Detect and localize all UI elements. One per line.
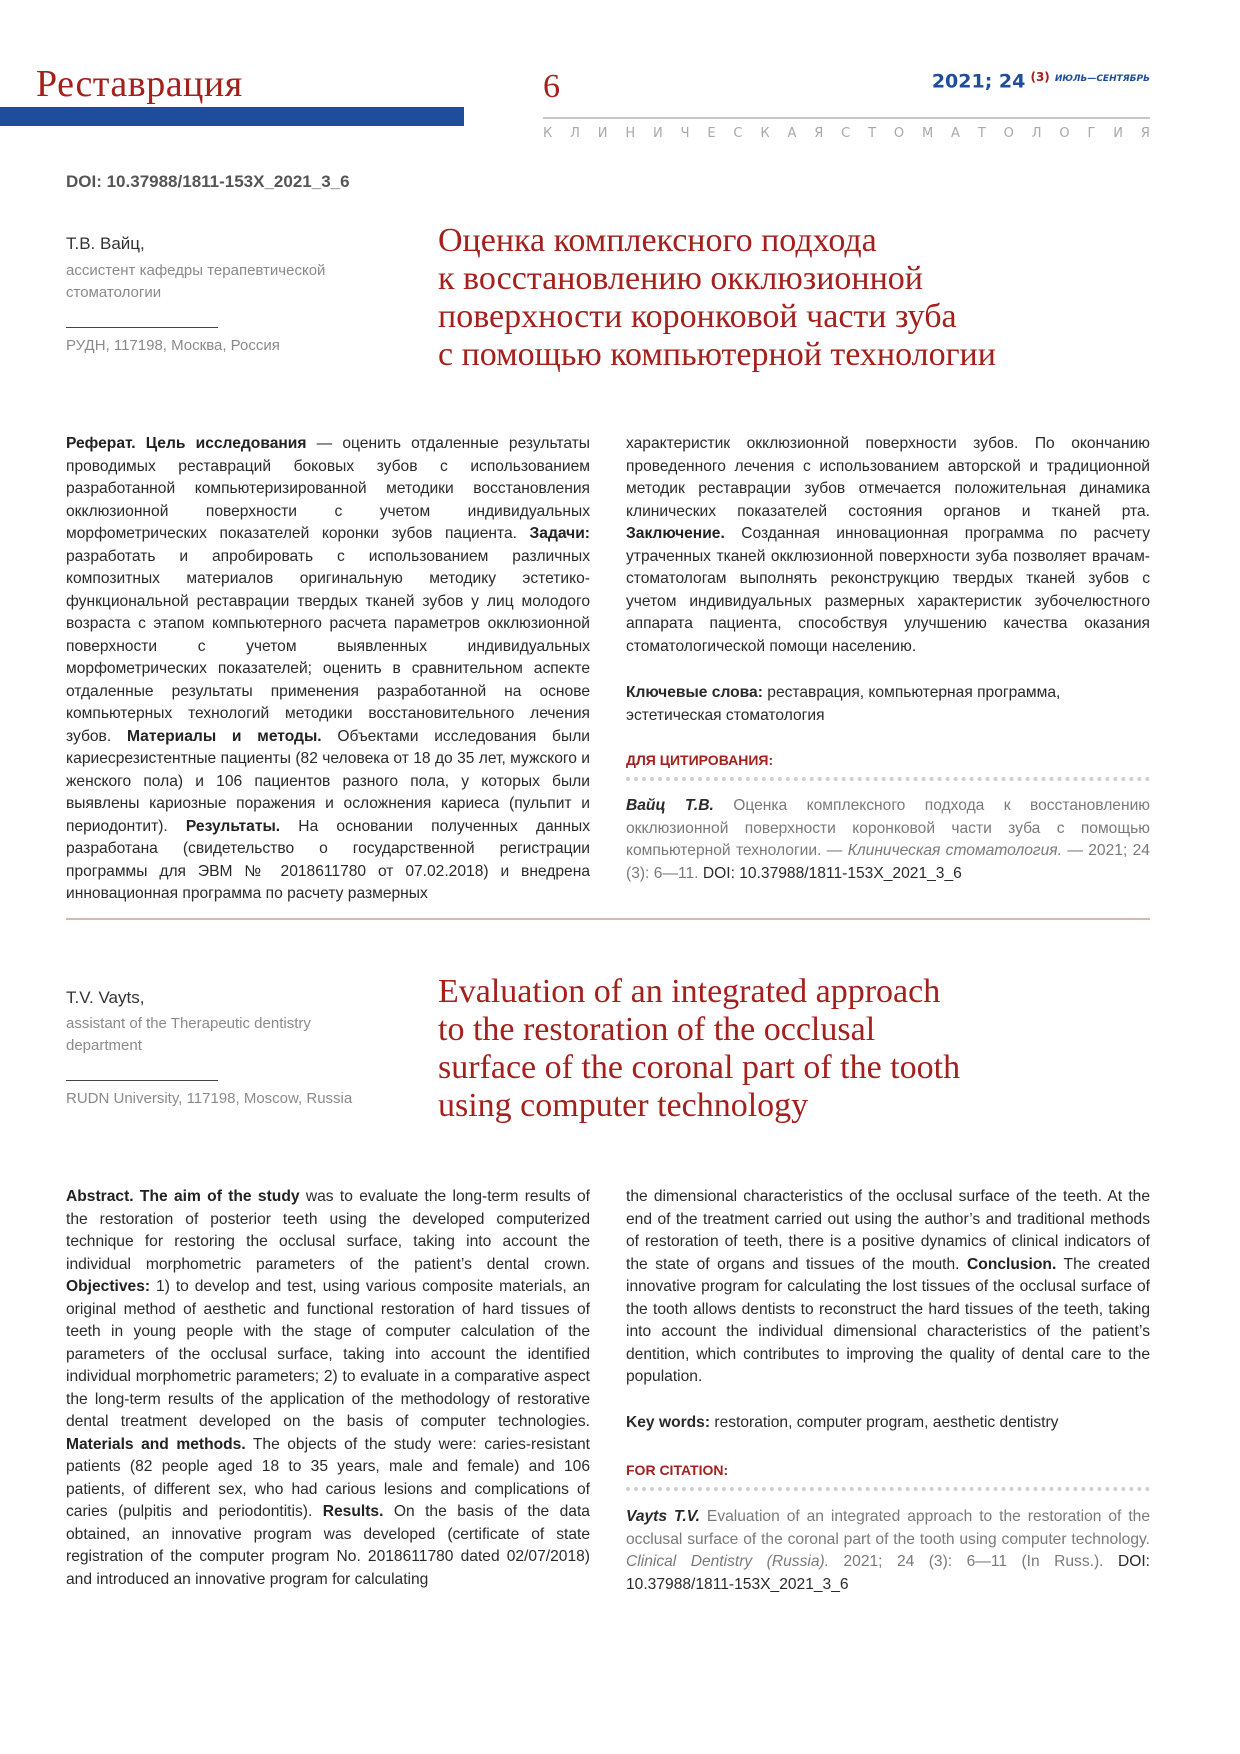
article-title-ru bbox=[438, 222, 996, 374]
text-run: was to evaluate the long-term results of the restoration of posterior teeth using the developed computerized technique for restoring the occlusal surface, taking into account the individual morphometric parameters of the patient’s dental crown. bbox=[66, 1188, 590, 1273]
text-run: The created innovative program for calculating the lost tissues of the occlusal surface of the tooth allows dentists to reconstruct the hard tissues of the teeth, taking into account the individual dimensional characteristics of the patient’s dentition, which contributes to improving the quality of dental care to the population. bbox=[626, 1255, 1150, 1385]
affiliation-ru: РУДН, 117198, Москва, Россия bbox=[66, 337, 280, 354]
title-line: surface of the coronal part of the tooth bbox=[438, 1049, 961, 1086]
text-run: The objects of the study were: caries-resistant patients (82 people aged 18 to 35 years, male and female) and 106 patients, of different sex, who had carious lesions and complications of caries (pulpitis and periodontitis). bbox=[66, 1435, 590, 1520]
bold-run: Abstract. The aim of the study bbox=[66, 1188, 300, 1205]
abstract-en-right bbox=[626, 1186, 1150, 1389]
section-title: Реставрация bbox=[36, 63, 243, 105]
keywords-text-en: restoration, computer program, aesthetic dentistry bbox=[710, 1414, 1059, 1431]
abstract-ru-left bbox=[66, 433, 590, 906]
journal-title-run: Клиническая стоматология. bbox=[847, 842, 1062, 859]
journal-letter: И bbox=[1113, 126, 1123, 141]
journal-letter: О bbox=[1059, 126, 1070, 141]
text-run: Оценка комплексного подхода к восстановлению окклюзионной поверхности коронковой части зуба с помощью компьютерной технологии. — bbox=[626, 797, 1150, 859]
text-run: характеристик окклюзионной поверхности зубов. По окончанию проведенного лечения с использованием авторской и традиционной методик реставрации зубов отмечается положительная динамика клинических показателей состояния органов и тканей рта. bbox=[626, 435, 1150, 520]
journal-letter: Ч bbox=[680, 126, 690, 141]
keywords-text-ru: реставрация, компьютерная программа, эстетическая стоматология bbox=[626, 684, 1061, 724]
citation-heading-en: FOR CITATION: bbox=[626, 1462, 729, 1478]
journal-letter: Я bbox=[814, 126, 824, 141]
journal-title-run: Clinical Dentistry (Russia). bbox=[626, 1553, 830, 1570]
issue-year: 2021; 24 bbox=[931, 70, 1026, 93]
keywords-label-en: Key words: bbox=[626, 1414, 711, 1431]
text-run: — 2021; 24 (3): 6—11. bbox=[626, 842, 1150, 882]
doi: DOI: 10.37988/1811-153X_2021_3_6 bbox=[66, 172, 350, 191]
bold-run: Results. bbox=[322, 1503, 384, 1520]
bold-run: Результаты. bbox=[185, 817, 281, 835]
keywords-label-ru: Ключевые слова: bbox=[626, 684, 763, 701]
text-run: 2021; 24 (3): 6—11 (In Russ.). bbox=[829, 1553, 1118, 1570]
bold-run: Заключение. bbox=[626, 525, 725, 542]
bold-run: Materials and methods. bbox=[66, 1435, 246, 1453]
title-line: с помощью компьютерной технологии bbox=[438, 336, 996, 373]
bold-run: Conclusion. bbox=[967, 1255, 1057, 1273]
journal-letter: А bbox=[787, 126, 797, 141]
author-position-en: assistant of the Therapeutic dentistry department bbox=[66, 1015, 311, 1054]
author-name-ru: Т.В. Вайц, bbox=[66, 234, 145, 253]
text-run: On the basis of the data obtained, an innovative program was developed (certificate of state registration of the computer program No. 2018611780 dated 02/07/2018) and introduced an innovative program for calculating bbox=[66, 1503, 590, 1588]
citation-doi: DOI: 10.37988/1811-153X_2021_3_6 bbox=[626, 1553, 1150, 1593]
issue-number: (3) bbox=[1030, 70, 1050, 84]
dotted-rule-en bbox=[626, 1487, 1150, 1491]
journal-letter: Т bbox=[868, 126, 877, 141]
dotted-rule-ru bbox=[626, 777, 1150, 781]
journal-letter: К bbox=[760, 126, 770, 141]
text-run: На основании полученных данных разработана (свидетельство о государственной регистрации программы для ЭВМ № 2018611780 от 07.02.2018) и внедрена инновационная программа по расчету размерных bbox=[66, 817, 590, 902]
page-number: 6 bbox=[543, 68, 560, 105]
journal-letter: И bbox=[597, 126, 608, 141]
citation-author: Vayts T.V. bbox=[626, 1508, 700, 1525]
author-rule-en bbox=[66, 1080, 218, 1081]
language-divider bbox=[66, 918, 1150, 920]
journal-name bbox=[543, 126, 1150, 141]
author-name-en: T.V. Vayts, bbox=[66, 988, 145, 1007]
text-run: разработать и апробировать с использованием различных композитных материалов оригинальную методику эстетико-функциональной реставрации твердых тканей зубов у лиц молодого возраста с этапом компьютерного расчета параметров окклюзионной поверхности с учетом выявленных индивидуальных морфометрических показателей; оценить в сравнительном аспекте отдаленные результаты применения разработанной на основе компьютерных технологий методики восстановительного лечения зубов. bbox=[66, 547, 590, 745]
bold-run: Материалы и методы. bbox=[126, 727, 322, 745]
citation-en bbox=[626, 1506, 1150, 1596]
affiliation-en: RUDN University, 117198, Moscow, Russia bbox=[66, 1090, 353, 1107]
text-run: — оценить отдаленные результаты проводимых реставраций боковых зубов с использованием разработанной компьютеризированной методики восстановления окклюзионной поверхности с учетом индивидуальных морфометрических показателей коронки зубов пациента. bbox=[66, 435, 591, 542]
article-title-en bbox=[438, 973, 960, 1125]
journal-letter: Л bbox=[1031, 126, 1042, 141]
citation-heading-ru: ДЛЯ ЦИТИРОВАНИЯ: bbox=[626, 752, 774, 768]
journal-letter: Г bbox=[1087, 126, 1096, 141]
title-line: Оценка комплексного подхода bbox=[438, 222, 877, 259]
journal-letter: М bbox=[921, 126, 934, 141]
journal-letter: С bbox=[733, 126, 743, 141]
text-run: Объектами исследования были кариесрезистентные пациенты (82 человека от 18 до 35 лет, мужского и женского пола) и 106 пациентов разного пола, у которых были выявлены кариозные поражения и осложнения кариеса (пульпит и периодонтит). bbox=[66, 727, 591, 835]
keywords-en bbox=[626, 1412, 1150, 1435]
journal-letter: О bbox=[1003, 126, 1014, 141]
title-line: Evaluation of an integrated approach bbox=[438, 973, 941, 1010]
abstract-en-left bbox=[66, 1186, 590, 1591]
issue-info bbox=[932, 70, 1150, 92]
citation-author: Вайц Т.В. bbox=[626, 797, 714, 814]
title-line: using computer technology bbox=[438, 1087, 809, 1124]
bold-run: Objectives: bbox=[66, 1278, 151, 1295]
title-line: поверхности коронковой части зуба bbox=[438, 298, 957, 335]
author-rule-ru bbox=[66, 327, 218, 328]
title-line: к восстановлению окклюзионной bbox=[438, 260, 923, 297]
journal-letter: С bbox=[841, 126, 851, 141]
journal-letter: Н bbox=[625, 126, 636, 141]
text-run: 1) to develop and test, using various composite materials, an original method of aesthetic and functional restoration of hard tissues of teeth in young people with the stage of computer calculation of the parameters of the occlusal surface, taking into account the identified individual morphometric parameters; 2) to evaluate in a comparative aspect the long-term results of the application of the methodology of restorative dental treatment developed on the basis of computer technologies. bbox=[66, 1278, 590, 1430]
journal-letter: И bbox=[652, 126, 663, 141]
bold-run: Реферат. Цель исследования bbox=[66, 435, 307, 452]
journal-letter: Т bbox=[977, 126, 986, 141]
issue-months: ИЮЛЬ—СЕНТЯБРЬ bbox=[1054, 74, 1150, 84]
text-run: Evaluation of an integrated approach to the restoration of the occlusal surface of the coronal part of the tooth using computer technology. bbox=[626, 1508, 1150, 1548]
title-line: to the restoration of the occlusal bbox=[438, 1011, 876, 1048]
journal-letter: О bbox=[893, 126, 905, 141]
text-run: the dimensional characteristics of the occlusal surface of the teeth. At the end of the treatment carried out using the author’s and traditional methods of restoration of teeth, there is a positive dynamics of clinical indicators of the state of organs and tissues of the mouth. bbox=[626, 1188, 1150, 1273]
journal-letter: А bbox=[951, 126, 960, 141]
section-bar bbox=[0, 107, 464, 126]
text-run: Созданная инновационная программа по расчету утраченных тканей окклюзионной поверхности зуба позволяет врачам-стоматологам выполнять реконструкцию твердых тканей зубов с учетом индивидуальных размерных характеристик зубочелюстного аппарата пациента, способствуя улучшению качества оказания стоматологической помощи населению. bbox=[626, 525, 1150, 655]
bold-run: Задачи: bbox=[529, 525, 590, 542]
citation-ru bbox=[626, 795, 1150, 885]
journal-letter: Я bbox=[1140, 126, 1150, 141]
journal-letter: К bbox=[543, 126, 553, 141]
keywords-ru bbox=[626, 682, 1150, 727]
journal-letter: Е bbox=[707, 126, 716, 141]
header-rule bbox=[543, 117, 1150, 119]
journal-letter: Л bbox=[570, 126, 580, 141]
author-position-ru: ассистент кафедры терапевтической стоматологии bbox=[66, 262, 326, 301]
abstract-ru-right bbox=[626, 433, 1150, 658]
citation-doi: DOI: 10.37988/1811-153X_2021_3_6 bbox=[702, 864, 962, 882]
